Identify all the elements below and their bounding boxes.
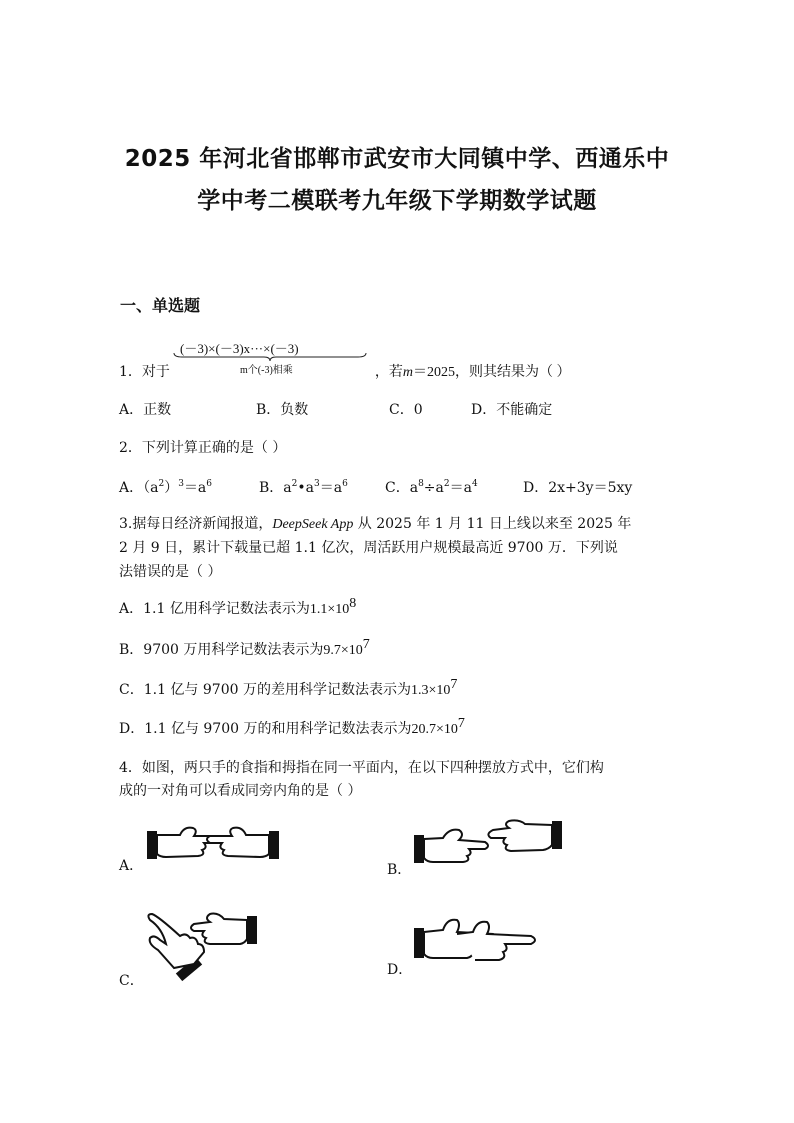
q2-option-a: A．$(a^2)^3=a^6$ — [119, 479, 213, 496]
q3-option-d: D．1.1 亿与 9700 万的和用科学记数法表示为$20.7\times 10^7$ — [119, 716, 465, 737]
q2-option-b: B．$a^2•a^3=a^6$ — [259, 479, 348, 496]
q2-option-c: C．$a^8\div a^2=a^4$ — [385, 479, 478, 496]
q1-stem — [119, 361, 570, 381]
q3-option-c: C．1.1 亿与 9700 万的差用科学记数法表示为$1.3\times 10^7$ — [119, 677, 458, 698]
hand-figure-a-icon — [146, 822, 280, 868]
q1-suffix-a: ，若 — [374, 364, 403, 380]
hand-figure-d-icon — [413, 912, 543, 970]
q3-line-1: 3.据每日经济新闻报道，DeepSeek App 从 2025 年 1 月 11 日上线以来至 2025 年 — [119, 516, 632, 532]
q1-variable-m: m — [402, 365, 413, 380]
q3-app-name: DeepSeek App — [272, 517, 354, 532]
q3-line-3: 法错误的是（ ） — [119, 564, 222, 580]
q3-option-b: B．9700 万用科学记数法表示为$9.7\times 10^7$ — [119, 637, 370, 658]
q1-option-d: D．不能确定 — [471, 402, 553, 418]
q4-label-a: A． — [119, 858, 144, 874]
q2-stem: 2．下列计算正确的是（ ） — [119, 440, 287, 456]
q4-label-c: C． — [119, 973, 144, 989]
hand-figure-c-icon — [144, 910, 264, 982]
q4-line-1: 4．如图，两只手的食指和拇指在同一平面内，在以下四种摆放方式中，它们构 — [119, 760, 604, 776]
q1-prefix: 1．对于 — [119, 364, 170, 380]
q4-label-d: D． — [387, 962, 413, 978]
q4-line-2: 成的一对角可以看成同旁内角的是（ ） — [119, 783, 362, 799]
q4-label-b: B． — [387, 862, 412, 878]
section-heading: 一、单选题 — [120, 296, 201, 315]
q1-brace-bottom: m个(-3)相乘 — [240, 365, 293, 376]
q1-brace-top: (－3)×(－3)x···×(－3) — [180, 341, 299, 356]
q3-line-2: 2 月 9 日，累计下载量已超 1.1 亿次，周活跃用户规模最高近 9700 万．下列说 — [119, 540, 618, 556]
title-line-1: 2025 年河北省邯郸市武安市大同镇中学、西通乐中 — [124, 146, 670, 172]
q2-option-d: D．2x+3y＝5xy — [523, 480, 633, 496]
q1-option-a: A．正数 — [119, 402, 172, 418]
q3-option-a: A．1.1 亿用科学记数法表示为$1.1\times 10^8$ — [119, 596, 357, 617]
q1-option-b: B．负数 — [256, 402, 309, 418]
q1-option-c: C．0 — [389, 402, 423, 418]
title-line-2: 学中考二模联考九年级下学期数学试题 — [197, 188, 597, 214]
q1-suffix-b: ＝2025，则其结果为（ ） — [412, 365, 571, 380]
hand-figure-b-icon — [413, 818, 563, 868]
document-title — [100, 138, 694, 222]
